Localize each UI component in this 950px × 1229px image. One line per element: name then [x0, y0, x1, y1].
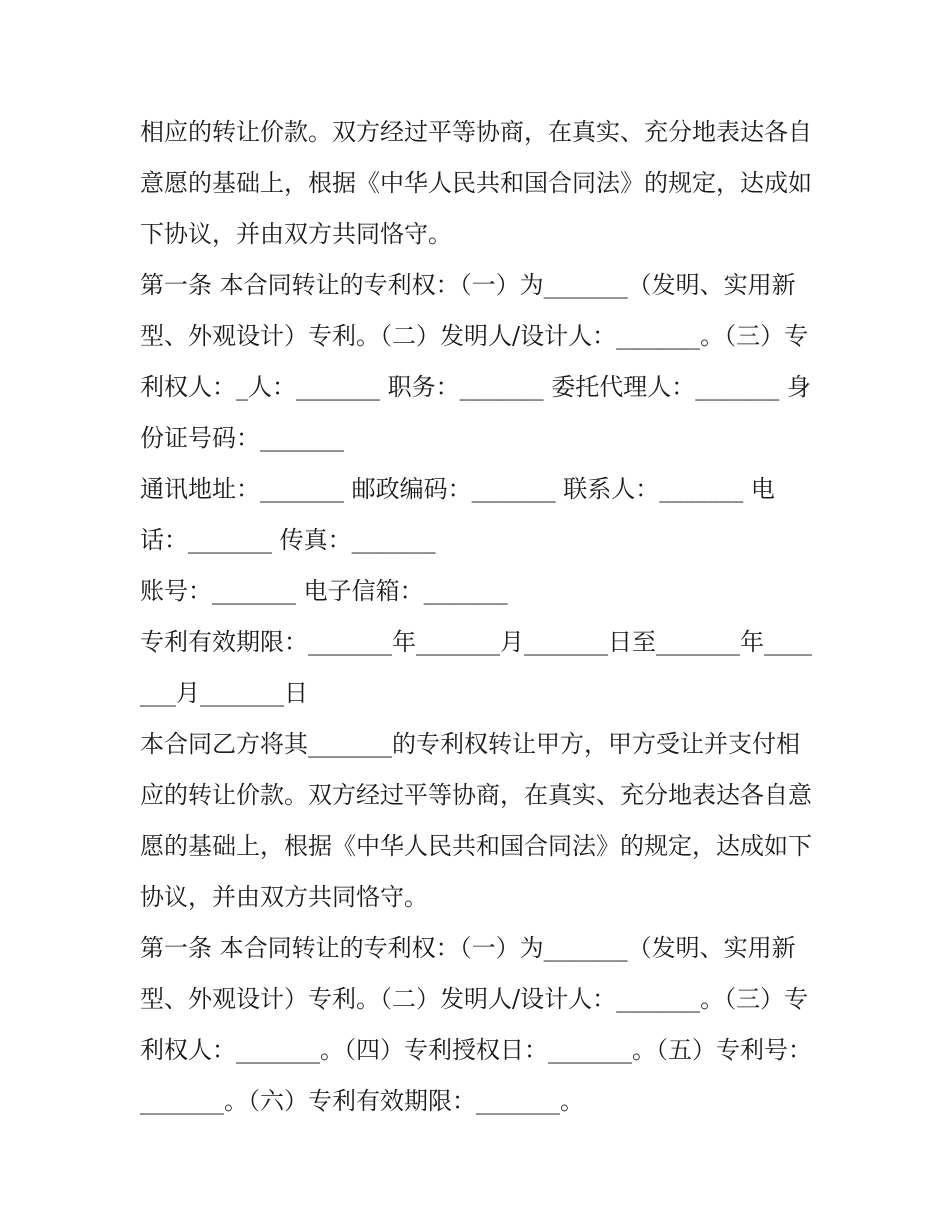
paragraph-validity-period: 专利有效期限：_______年_______月_______日至_______年_______月_______日	[140, 628, 812, 707]
paragraph-article-one-repeat: 第一条 本合同转让的专利权：（一）为_______（发明、实用新型、外观设计）专利。（二）发明人/设计人：_______。（三）专利权人：_______。（四）专利授权日：_______。（五）专利号：_______。（六）专利有效期限：_______。	[140, 934, 812, 1115]
paragraph-transfer-price: 相应的转让价款。双方经过平等协商，在真实、充分地表达各自意愿的基础上，根据《中华人民共和国合同法》的规定，达成如下协议，并由双方共同恪守。	[140, 118, 812, 248]
paragraph-article-one-patent-info: 第一条 本合同转让的专利权：（一）为_______（发明、实用新型、外观设计）专利。（二）发明人/设计人：_______。（三）专利权人：_人：_______ 职务：_______ 委托代理人：_______ 身份证号码：_______	[140, 271, 811, 452]
paragraph-contract-transfer: 本合同乙方将其_______的专利权转让甲方，甲方受让并支付相应的转让价款。双方经过平等协商，在真实、充分地表达各自意愿的基础上，根据《中华人民共和国合同法》的规定，达成如下协议，并由双方共同恪守。	[140, 730, 812, 911]
paragraph-account-email: 账号：_______ 电子信箱：_______	[140, 577, 508, 605]
document-body	[140, 107, 820, 1127]
paragraph-contact-address: 通讯地址：_______ 邮政编码：_______ 联系人：_______ 电话：_______ 传真：_______	[140, 475, 775, 554]
